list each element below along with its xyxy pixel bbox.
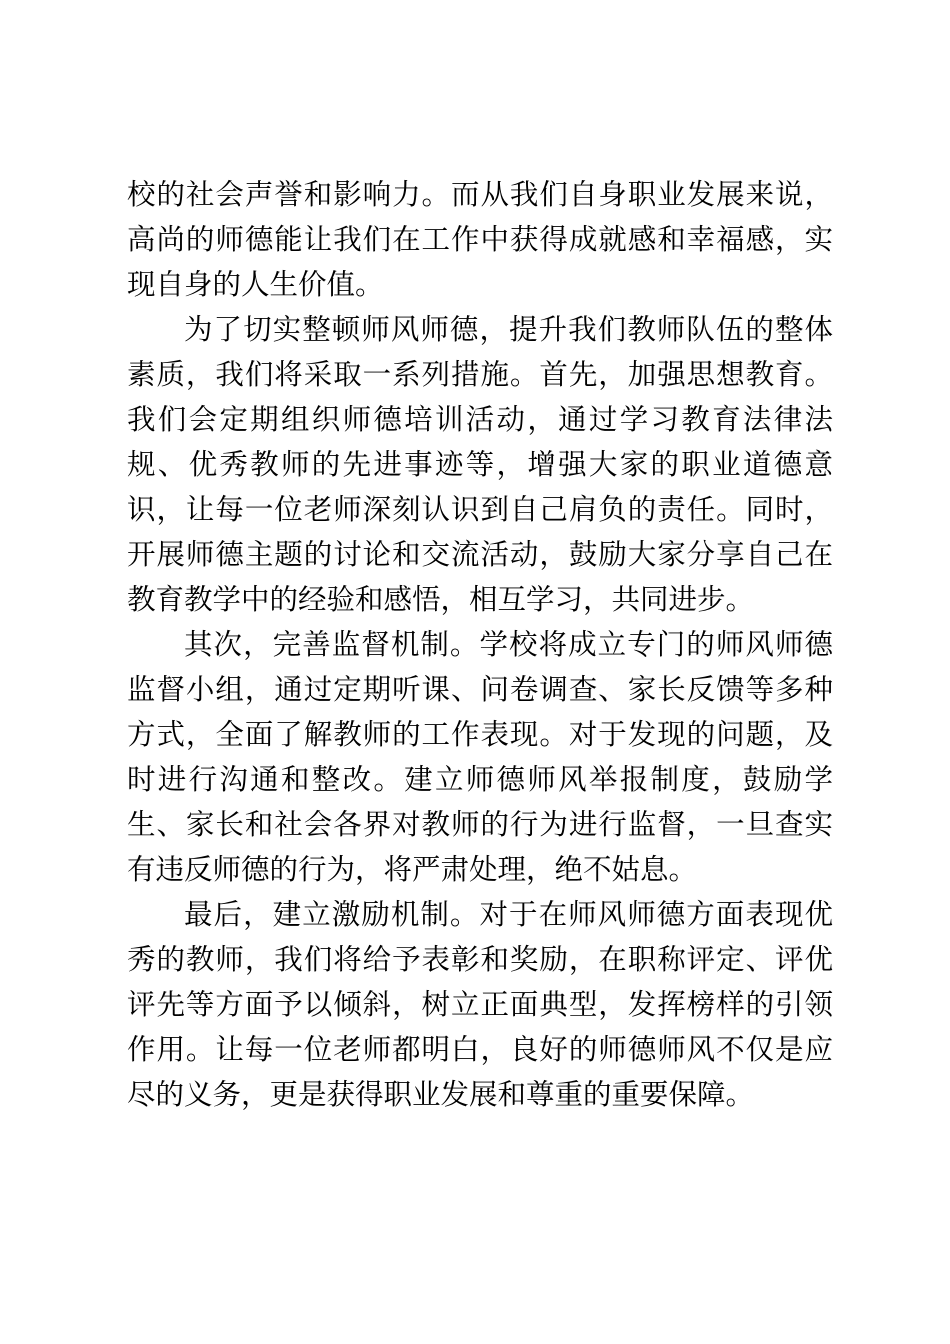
paragraph-3: 其次，完善监督机制。学校将成立专门的师风师德监督小组，通过定期听课、问卷调查、家长反馈等多种方式，全面了解教师的工作表现。对于发现的问题，及时进行沟通和整改。建立师德师风举报制度，鼓励学生、家长和社会各界对教师的行为进行监督，一旦查实有违反师德的行为，将严肃处理，绝不姑息。: [127, 628, 833, 886]
paragraph-2: 为了切实整顿师风师德，提升我们教师队伍的整体素质，我们将采取一系列措施。首先，加强思想教育。我们会定期组织师德培训活动，通过学习教育法律法规、优秀教师的先进事迹等，增强大家的职业道德意识，让每一位老师深刻认识到自己肩负的责任。同时，开展师德主题的讨论和交流活动，鼓励大家分享自己在教育教学中的经验和感悟，相互学习，共同进步。: [127, 313, 833, 616]
paragraph-1: 校的社会声誉和影响力。而从我们自身职业发展来说，高尚的师德能让我们在工作中获得成就感和幸福感，实现自身的人生价值。: [127, 178, 833, 301]
document-body: [127, 172, 833, 1117]
paragraph-4: 最后，建立激励机制。对于在师风师德方面表现优秀的教师，我们将给予表彰和奖励，在职称评定、评优评先等方面予以倾斜，树立正面典型，发挥榜样的引领作用。让每一位老师都明白，良好的师德师风不仅是应尽的义务，更是获得职业发展和尊重的重要保障。: [127, 898, 833, 1111]
